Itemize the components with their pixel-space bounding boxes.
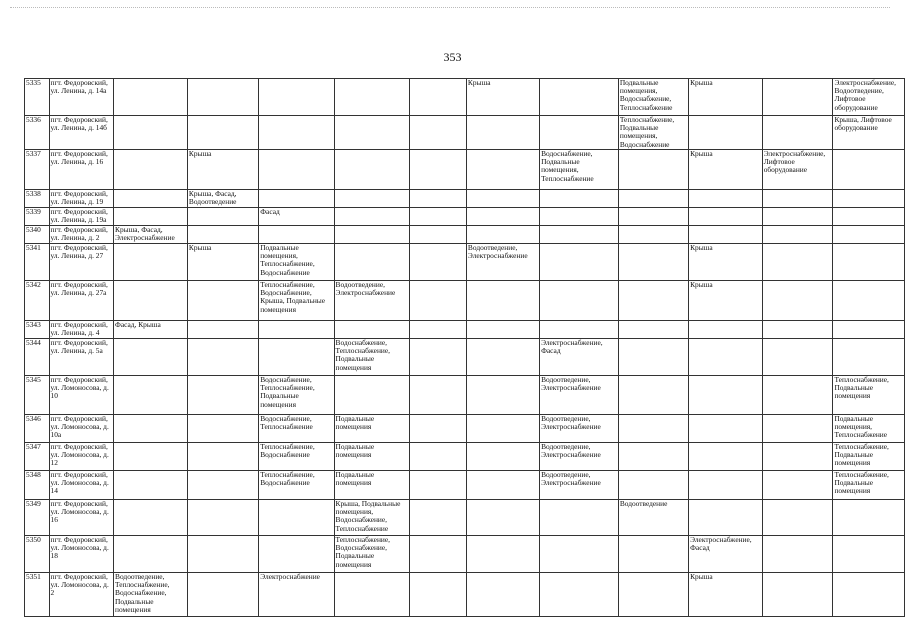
work-type-cell <box>466 500 539 536</box>
work-type-cell <box>259 339 334 376</box>
work-type-cell <box>114 415 188 443</box>
row-number: 5350 <box>25 536 50 573</box>
work-type-cell <box>187 208 258 226</box>
work-type-cell <box>409 244 466 281</box>
work-type-cell <box>187 443 258 471</box>
work-type-cell: Водоотведение, Электроснабжение <box>334 281 409 321</box>
work-type-cell <box>466 226 539 244</box>
work-type-cell <box>409 339 466 376</box>
work-type-cell: Крыша <box>187 244 258 281</box>
work-type-cell <box>466 443 539 471</box>
work-type-cell <box>187 79 258 116</box>
work-type-cell: Крыша <box>689 150 763 190</box>
work-type-cell <box>466 208 539 226</box>
work-type-cell: Фасад <box>259 208 334 226</box>
work-type-cell <box>618 415 688 443</box>
address-cell: пгт. Федоровский, ул. Ломоносова, д. 2 <box>49 573 114 617</box>
table-row <box>25 208 905 226</box>
work-type-cell <box>114 79 188 116</box>
work-type-cell <box>466 150 539 190</box>
work-type-cell <box>466 376 539 415</box>
work-type-cell <box>409 321 466 339</box>
work-type-cell <box>618 150 688 190</box>
table-row <box>25 226 905 244</box>
work-type-cell <box>540 190 619 208</box>
work-type-cell: Крыша <box>689 281 763 321</box>
work-type-cell <box>689 376 763 415</box>
work-type-cell <box>540 573 619 617</box>
work-type-cell <box>762 443 833 471</box>
address-cell: пгт. Федоровский, ул. Ленина, д. 4 <box>49 321 114 339</box>
work-type-cell <box>833 226 905 244</box>
address-cell: пгт. Федоровский, ул. Ленина, д. 5а <box>49 339 114 376</box>
row-number: 5345 <box>25 376 50 415</box>
work-type-cell <box>466 573 539 617</box>
work-type-cell <box>762 573 833 617</box>
work-type-cell <box>334 321 409 339</box>
work-type-cell <box>618 321 688 339</box>
work-type-cell <box>762 116 833 150</box>
work-type-cell <box>334 79 409 116</box>
work-type-cell <box>187 415 258 443</box>
work-type-cell <box>114 443 188 471</box>
work-type-cell <box>689 116 763 150</box>
work-type-cell <box>187 573 258 617</box>
work-type-cell <box>618 226 688 244</box>
work-type-cell <box>689 500 763 536</box>
table-row <box>25 500 905 536</box>
work-type-cell <box>114 208 188 226</box>
work-type-cell: Теплоснабжение, Подвальные помещения <box>833 443 905 471</box>
work-type-cell: Крыша, Лифтовое оборудование <box>833 116 905 150</box>
work-type-cell <box>409 226 466 244</box>
table-row <box>25 415 905 443</box>
work-type-cell <box>114 536 188 573</box>
work-type-cell: Крыша, Фасад, Водоотведение <box>187 190 258 208</box>
work-type-cell <box>540 500 619 536</box>
row-number: 5342 <box>25 281 50 321</box>
address-cell: пгт. Федоровский, ул. Ломоносова, д. 18 <box>49 536 114 573</box>
work-type-cell <box>187 471 258 500</box>
table-row <box>25 339 905 376</box>
row-number: 5348 <box>25 471 50 500</box>
work-type-cell <box>259 536 334 573</box>
row-number: 5335 <box>25 79 50 116</box>
work-type-cell <box>259 500 334 536</box>
work-type-cell <box>334 226 409 244</box>
row-number: 5344 <box>25 339 50 376</box>
work-type-cell <box>409 376 466 415</box>
work-type-cell: Крыша, Фасад, Электроснабжение <box>114 226 188 244</box>
table-row <box>25 471 905 500</box>
row-number: 5346 <box>25 415 50 443</box>
work-type-cell <box>689 443 763 471</box>
work-type-cell: Крыша, Подвальные помещения, Водоснабжение, Теплоснабжение <box>334 500 409 536</box>
work-type-cell <box>466 415 539 443</box>
work-type-cell: Подвальные помещения, Водоснабжение, Теплоснабжение <box>618 79 688 116</box>
work-type-cell <box>618 536 688 573</box>
work-type-cell <box>466 471 539 500</box>
work-type-cell <box>833 339 905 376</box>
work-type-cell: Водоотведение, Электроснабжение <box>540 471 619 500</box>
address-cell: пгт. Федоровский, ул. Ломоносова, д. 10 <box>49 376 114 415</box>
row-number: 5341 <box>25 244 50 281</box>
work-type-cell <box>187 536 258 573</box>
row-number: 5340 <box>25 226 50 244</box>
address-cell: пгт. Федоровский, ул. Ленина, д. 19а <box>49 208 114 226</box>
work-type-cell <box>466 536 539 573</box>
work-type-cell <box>114 376 188 415</box>
work-type-cell: Водоотведение, Электроснабжение <box>540 376 619 415</box>
table-row <box>25 443 905 471</box>
address-cell: пгт. Федоровский, ул. Ленина, д. 19 <box>49 190 114 208</box>
work-type-cell <box>409 281 466 321</box>
work-type-cell <box>762 471 833 500</box>
work-type-cell <box>689 226 763 244</box>
work-type-cell <box>618 281 688 321</box>
work-type-cell <box>334 208 409 226</box>
work-type-cell <box>833 536 905 573</box>
work-type-cell <box>466 321 539 339</box>
work-type-cell <box>114 244 188 281</box>
work-type-cell: Теплоснабжение, Подвальные помещения, Водоснабжение <box>618 116 688 150</box>
table-row <box>25 573 905 617</box>
work-type-cell <box>540 321 619 339</box>
row-number: 5351 <box>25 573 50 617</box>
row-number: 5337 <box>25 150 50 190</box>
work-type-cell: Электроснабжение, Лифтовое оборудование <box>762 150 833 190</box>
work-type-cell <box>833 208 905 226</box>
table-row <box>25 150 905 190</box>
work-type-cell <box>618 244 688 281</box>
work-type-cell: Подвальные помещения, Теплоснабжение, Водоснабжение <box>259 244 334 281</box>
work-type-cell <box>540 116 619 150</box>
work-type-cell <box>187 116 258 150</box>
work-type-cell <box>618 443 688 471</box>
top-scan-line <box>10 7 890 8</box>
work-type-cell <box>334 116 409 150</box>
table-row <box>25 536 905 573</box>
work-type-cell <box>334 244 409 281</box>
work-type-cell <box>762 376 833 415</box>
row-number: 5336 <box>25 116 50 150</box>
address-cell: пгт. Федоровский, ул. Ленина, д. 14б <box>49 116 114 150</box>
page-number: 353 <box>443 50 462 64</box>
work-type-cell <box>762 536 833 573</box>
work-type-cell <box>409 536 466 573</box>
work-type-cell: Водоснабжение, Теплоснабжение <box>259 415 334 443</box>
work-type-cell <box>762 281 833 321</box>
work-type-cell <box>833 244 905 281</box>
work-type-cell <box>334 150 409 190</box>
work-type-cell <box>114 339 188 376</box>
work-type-cell <box>466 281 539 321</box>
work-type-cell: Электроснабжение <box>259 573 334 617</box>
work-type-cell <box>618 208 688 226</box>
work-type-cell: Водоотведение, Электроснабжение <box>540 415 619 443</box>
work-type-cell <box>114 190 188 208</box>
work-type-cell <box>833 500 905 536</box>
work-type-cell <box>762 226 833 244</box>
work-type-cell <box>466 116 539 150</box>
work-type-cell <box>187 500 258 536</box>
table-row <box>25 79 905 116</box>
work-type-cell <box>540 208 619 226</box>
work-type-cell <box>618 339 688 376</box>
work-type-cell <box>114 500 188 536</box>
work-type-cell <box>409 500 466 536</box>
address-cell: пгт. Федоровский, ул. Ленина, д. 27а <box>49 281 114 321</box>
address-cell: пгт. Федоровский, ул. Ломоносова, д. 14 <box>49 471 114 500</box>
work-type-cell: Крыша <box>689 244 763 281</box>
work-type-cell: Крыша <box>689 573 763 617</box>
work-type-cell: Водоотведение <box>618 500 688 536</box>
work-type-cell <box>762 208 833 226</box>
work-type-cell <box>689 339 763 376</box>
work-type-cell: Крыша <box>689 79 763 116</box>
work-type-cell: Теплоснабжение, Водоснабжение, Подвальные помещения <box>334 536 409 573</box>
work-type-cell <box>762 339 833 376</box>
row-number: 5349 <box>25 500 50 536</box>
row-number: 5347 <box>25 443 50 471</box>
work-type-cell: Электроснабжение, Водоотведение, Лифтовое оборудование <box>833 79 905 116</box>
work-type-cell: Водоснабжение, Теплоснабжение, Подвальные помещения <box>334 339 409 376</box>
work-type-cell <box>833 190 905 208</box>
work-type-cell <box>187 339 258 376</box>
work-type-cell <box>114 116 188 150</box>
work-type-cell <box>762 244 833 281</box>
work-type-cell <box>540 79 619 116</box>
work-type-cell: Теплоснабжение, Водоснабжение, Крыша, Подвальные помещения <box>259 281 334 321</box>
work-type-cell <box>618 471 688 500</box>
work-type-cell <box>259 150 334 190</box>
work-type-cell <box>187 376 258 415</box>
work-type-cell <box>187 281 258 321</box>
table-row <box>25 190 905 208</box>
work-type-cell <box>114 471 188 500</box>
work-type-cell <box>259 321 334 339</box>
work-type-cell <box>762 415 833 443</box>
work-type-cell <box>618 190 688 208</box>
work-type-cell <box>259 190 334 208</box>
work-type-cell: Крыша <box>187 150 258 190</box>
work-type-cell <box>689 415 763 443</box>
work-type-cell <box>540 281 619 321</box>
work-type-cell <box>833 573 905 617</box>
table-row <box>25 321 905 339</box>
work-type-cell <box>409 150 466 190</box>
work-type-cell <box>618 376 688 415</box>
address-cell: пгт. Федоровский, ул. Ленина, д. 2 <box>49 226 114 244</box>
work-type-cell <box>466 339 539 376</box>
table-row <box>25 116 905 150</box>
repair-schedule-table <box>24 78 905 617</box>
work-type-cell: Электроснабжение, Фасад <box>689 536 763 573</box>
work-type-cell <box>689 208 763 226</box>
work-type-cell <box>833 321 905 339</box>
work-type-cell: Водоснабжение, Теплоснабжение, Подвальные помещения <box>259 376 334 415</box>
work-type-cell: Водоотведение, Электроснабжение <box>466 244 539 281</box>
table-row <box>25 281 905 321</box>
work-type-cell <box>689 190 763 208</box>
work-type-cell <box>409 415 466 443</box>
address-cell: пгт. Федоровский, ул. Ломоносова, д. 12 <box>49 443 114 471</box>
work-type-cell: Теплоснабжение, Подвальные помещения <box>833 471 905 500</box>
work-type-cell <box>762 500 833 536</box>
work-type-cell: Подвальные помещения <box>334 471 409 500</box>
work-type-cell <box>114 281 188 321</box>
work-type-cell: Подвальные помещения, Теплоснабжение <box>833 415 905 443</box>
row-number: 5343 <box>25 321 50 339</box>
address-cell: пгт. Федоровский, ул. Ленина, д. 16 <box>49 150 114 190</box>
work-type-cell <box>187 321 258 339</box>
work-type-cell <box>833 281 905 321</box>
address-cell: пгт. Федоровский, ул. Ломоносова, д. 16 <box>49 500 114 536</box>
work-type-cell: Фасад, Крыша <box>114 321 188 339</box>
work-type-cell <box>762 79 833 116</box>
table-row <box>25 244 905 281</box>
work-type-cell: Водоснабжение, Подвальные помещения, Теплоснабжение <box>540 150 619 190</box>
row-number: 5339 <box>25 208 50 226</box>
work-type-cell <box>114 150 188 190</box>
work-type-cell <box>409 573 466 617</box>
work-type-cell: Крыша <box>466 79 539 116</box>
work-type-cell <box>762 321 833 339</box>
work-type-cell <box>409 79 466 116</box>
work-type-cell: Теплоснабжение, Водоснабжение <box>259 443 334 471</box>
work-type-cell <box>187 226 258 244</box>
work-type-cell <box>689 321 763 339</box>
work-type-cell <box>259 79 334 116</box>
work-type-cell <box>762 190 833 208</box>
address-cell: пгт. Федоровский, ул. Ломоносова, д. 10а <box>49 415 114 443</box>
work-type-cell: Водоотведение, Электроснабжение <box>540 443 619 471</box>
address-cell: пгт. Федоровский, ул. Ленина, д. 14а <box>49 79 114 116</box>
work-type-cell <box>259 116 334 150</box>
work-type-cell: Теплоснабжение, Водоснабжение <box>259 471 334 500</box>
work-type-cell <box>540 536 619 573</box>
work-type-cell <box>334 376 409 415</box>
work-type-cell <box>540 244 619 281</box>
table-row <box>25 376 905 415</box>
work-type-cell: Подвальные помещения <box>334 443 409 471</box>
work-type-cell <box>334 573 409 617</box>
work-type-cell <box>409 116 466 150</box>
work-type-cell <box>833 150 905 190</box>
row-number: 5338 <box>25 190 50 208</box>
work-type-cell: Теплоснабжение, Подвальные помещения <box>833 376 905 415</box>
work-type-cell <box>466 190 539 208</box>
work-type-cell <box>334 190 409 208</box>
address-cell: пгт. Федоровский, ул. Ленина, д. 27 <box>49 244 114 281</box>
work-type-cell: Водоотведение, Теплоснабжение, Водоснабжение, Подвальные помещения <box>114 573 188 617</box>
work-type-cell <box>259 226 334 244</box>
work-type-cell <box>409 443 466 471</box>
work-type-cell <box>540 226 619 244</box>
work-type-cell <box>409 208 466 226</box>
work-type-cell <box>689 471 763 500</box>
work-type-cell <box>409 471 466 500</box>
work-type-cell: Подвальные помещения <box>334 415 409 443</box>
work-type-cell <box>409 190 466 208</box>
work-type-cell: Электроснабжение, Фасад <box>540 339 619 376</box>
work-type-cell <box>618 573 688 617</box>
